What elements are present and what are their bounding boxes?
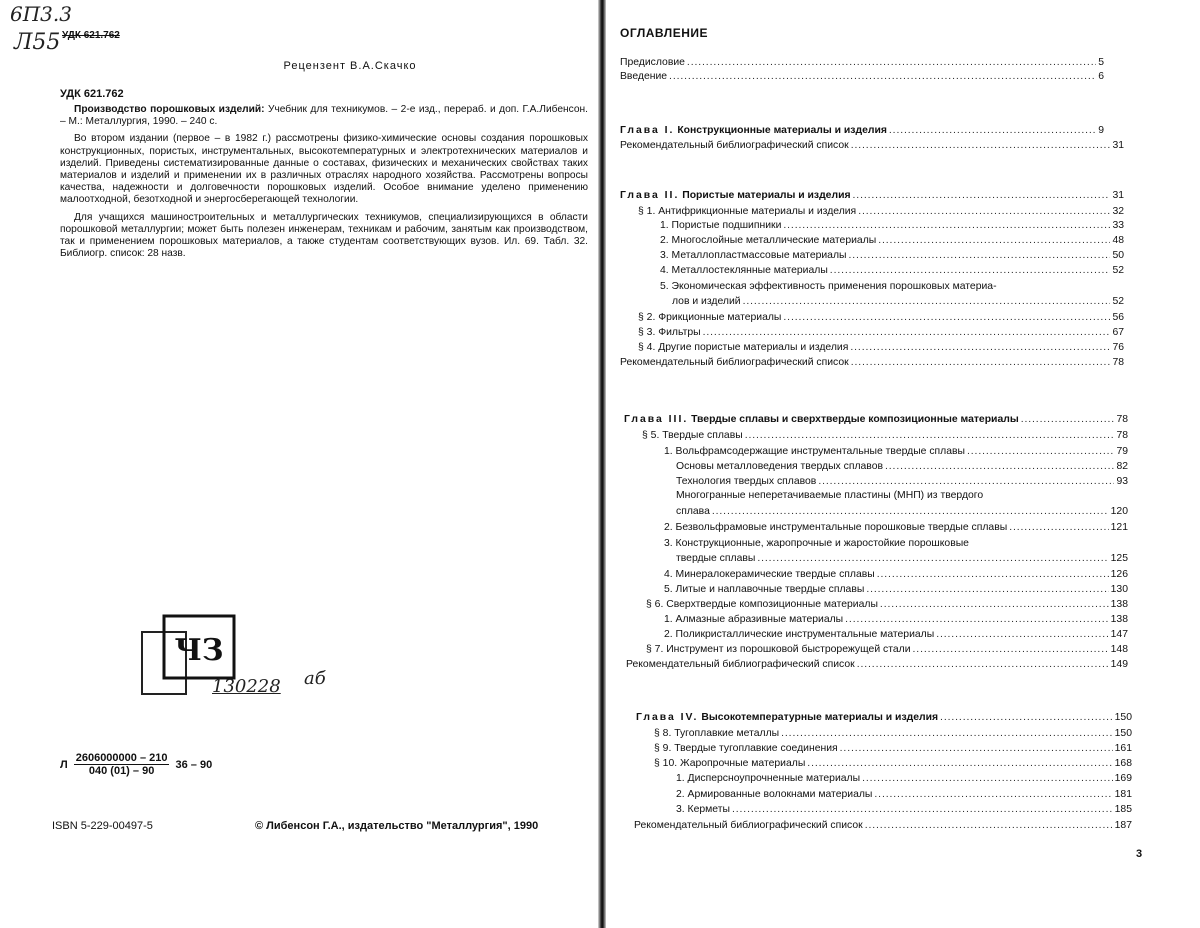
code-prefix: Л xyxy=(60,758,68,771)
toc-entry: § 5. Твердые сплавы . . . 78 xyxy=(642,430,1128,442)
reviewer-line: Рецензент В.А.Скачко xyxy=(283,60,417,72)
code-suffix: 36 – 90 xyxy=(175,758,213,771)
toc-entry: 3. Керметы . . . 185 xyxy=(676,804,1132,816)
crossed-udk: УДК 621.762 xyxy=(62,30,120,41)
toc-entry: § 6. Сверхтвердые композиционные материалы . . . 138 xyxy=(646,599,1128,611)
isbn: ISBN 5-229-00497-5 xyxy=(52,820,153,832)
toc-entry: 3. Конструкционные, жаропрочные и жаростойкие порошковые xyxy=(664,538,969,549)
right-page xyxy=(606,0,1200,928)
toc-entry: твердые сплавы . . . 125 xyxy=(676,553,1128,565)
toc-entry: Рекомендательный библиографический список . . . 149 xyxy=(626,659,1128,671)
toc-entry: 1. Вольфрамсодержащие инструментальные твердые сплавы . . . 79 xyxy=(664,446,1128,458)
toc-entry: § 9. Твердые тугоплавкие соединения . . . 161 xyxy=(654,743,1132,755)
abstract-paragraph-2: Для учащихся машиностроительных и металлургических техникумов, специализирующихся в области порошковой металлургии; может быть полезен инженерам, техникам и рабочим, занятым как производством, так и применением порошковых материалов, а также студентам соответствующих вузов. Ил. 69. Табл. 32. Библиогр. список: 28 назв. xyxy=(60,211,588,260)
toc-entry: 3. Металлопластмассовые материалы . . . 50 xyxy=(660,250,1124,262)
toc-chapter: Глава I. Конструкционные материалы и изделия . . . 9 xyxy=(620,125,1104,137)
toc-entry: § 1. Антифрикционные материалы и изделия . . . 32 xyxy=(638,206,1124,218)
toc-entry: 1. Пористые подшипники . . . 33 xyxy=(660,220,1124,232)
toc-entry: 2. Поликристаллические инструментальные материалы . . . 147 xyxy=(664,629,1128,641)
toc-entry: § 2. Фрикционные материалы . . . 56 xyxy=(638,312,1124,324)
toc-entry: 2. Безвольфрамовые инструментальные порошковые твердые сплавы . . . 121 xyxy=(664,522,1128,534)
handwritten-inventory-suffix: аб xyxy=(304,668,326,689)
toc-chapter: Глава II. Пористые материалы и изделия . . . 31 xyxy=(620,190,1124,202)
toc-entry: 5. Литые и наплавочные твердые сплавы . . . 130 xyxy=(664,584,1128,596)
book-imprint: Учебник для техникумов. – 2-е изд., перераб. и доп. Г.А.Либенсон. – М.: Металлургия, 1990. – 240 с. xyxy=(60,104,588,128)
toc-entry: Предисловие . . . 5 xyxy=(620,57,1104,69)
toc-entry: § 3. Фильтры . . . 67 xyxy=(638,327,1124,339)
page-number: 3 xyxy=(1136,848,1143,860)
book-title: Производство порошковых изделий: xyxy=(74,104,265,115)
handwritten-author-mark: Л55 xyxy=(14,30,61,55)
toc-entry: 1. Дисперсноупрочненные материалы . . . 169 xyxy=(676,773,1132,785)
bibliographic-entry xyxy=(60,104,588,128)
toc-title: ОГЛАВЛЕНИЕ xyxy=(620,26,709,40)
toc-entry: Рекомендательный библиографический список . . . 78 xyxy=(620,357,1124,369)
toc-entry: § 7. Инструмент из порошковой быстрорежущей стали . . . 148 xyxy=(646,644,1128,656)
toc-chapter: Глава IV. Высокотемпературные материалы и изделия . . . 150 xyxy=(636,712,1132,724)
handwritten-inventory-number: 130228 xyxy=(212,676,281,697)
udk-code: УДК 621.762 xyxy=(60,88,124,100)
code-denominator: 040 (01) – 90 xyxy=(88,765,155,777)
toc-entry: Технология твердых сплавов . . . 93 xyxy=(676,476,1128,488)
toc-entry: 2. Армированные волокнами материалы . . . 181 xyxy=(676,789,1132,801)
toc-entry: Рекомендательный библиографический список . . . 31 xyxy=(620,140,1124,152)
stamp-text: ЧЗ xyxy=(174,633,224,668)
toc-entry: § 10. Жаропрочные материалы . . . 168 xyxy=(654,758,1132,770)
toc-entry: 2. Многослойные металлические материалы . . . 48 xyxy=(660,235,1124,247)
toc-chapter: Глава III. Твердые сплавы и сверхтвердые композиционные материалы . . . 78 xyxy=(624,414,1128,426)
toc-entry: Основы металловедения твердых сплавов . . . 82 xyxy=(676,461,1128,473)
toc-entry: 4. Металлостеклянные материалы . . . 52 xyxy=(660,265,1124,277)
publication-code xyxy=(60,752,212,777)
toc-entry: 4. Минералокерамические твердые сплавы . . . 126 xyxy=(664,569,1128,581)
copyright: © Либенсон Г.А., издательство "Металлургия", 1990 xyxy=(255,820,539,832)
toc-entry: § 4. Другие пористые материалы и изделия . . . 76 xyxy=(638,342,1124,354)
code-fraction xyxy=(74,752,170,777)
toc-entry: сплава . . . 120 xyxy=(676,506,1128,518)
toc-entry: 5. Экономическая эффективность применения порошковых материа- xyxy=(660,281,997,292)
book-abstract xyxy=(60,104,588,265)
toc-entry: Введение . . . 6 xyxy=(620,71,1104,83)
toc-entry: 1. Алмазные абразивные материалы . . . 138 xyxy=(664,614,1128,626)
abstract-paragraph-1: Во втором издании (первое – в 1982 г.) рассмотрены физико-химические основы создания порошковых конструкционных, пористых, инструментальных, высокотемпературных и электротехнических материалов и изделий. Приведены систематизированные данные о составах, физических и механических свойствах таких материалов и изделий и применении их в различных отраслях народного хозяйства. Рассмотрены вопросы качества, надежности и долговечности порошковых изделий. Особое внимание уделено применению малоотходной, безотходной и энергосберегающей технологии. xyxy=(60,133,588,206)
toc-entry: Многогранные неперетачиваемые пластины (МНП) из твердого xyxy=(676,490,984,501)
toc-entry: Рекомендательный библиографический список . . . 187 xyxy=(634,820,1132,832)
toc-entry: § 8. Тугоплавкие металлы . . . 150 xyxy=(654,728,1132,740)
code-numerator: 2606000000 – 210 xyxy=(75,752,168,764)
handwritten-classification: 6П3.3 xyxy=(10,2,72,26)
toc-entry: лов и изделий . . . 52 xyxy=(672,296,1124,308)
